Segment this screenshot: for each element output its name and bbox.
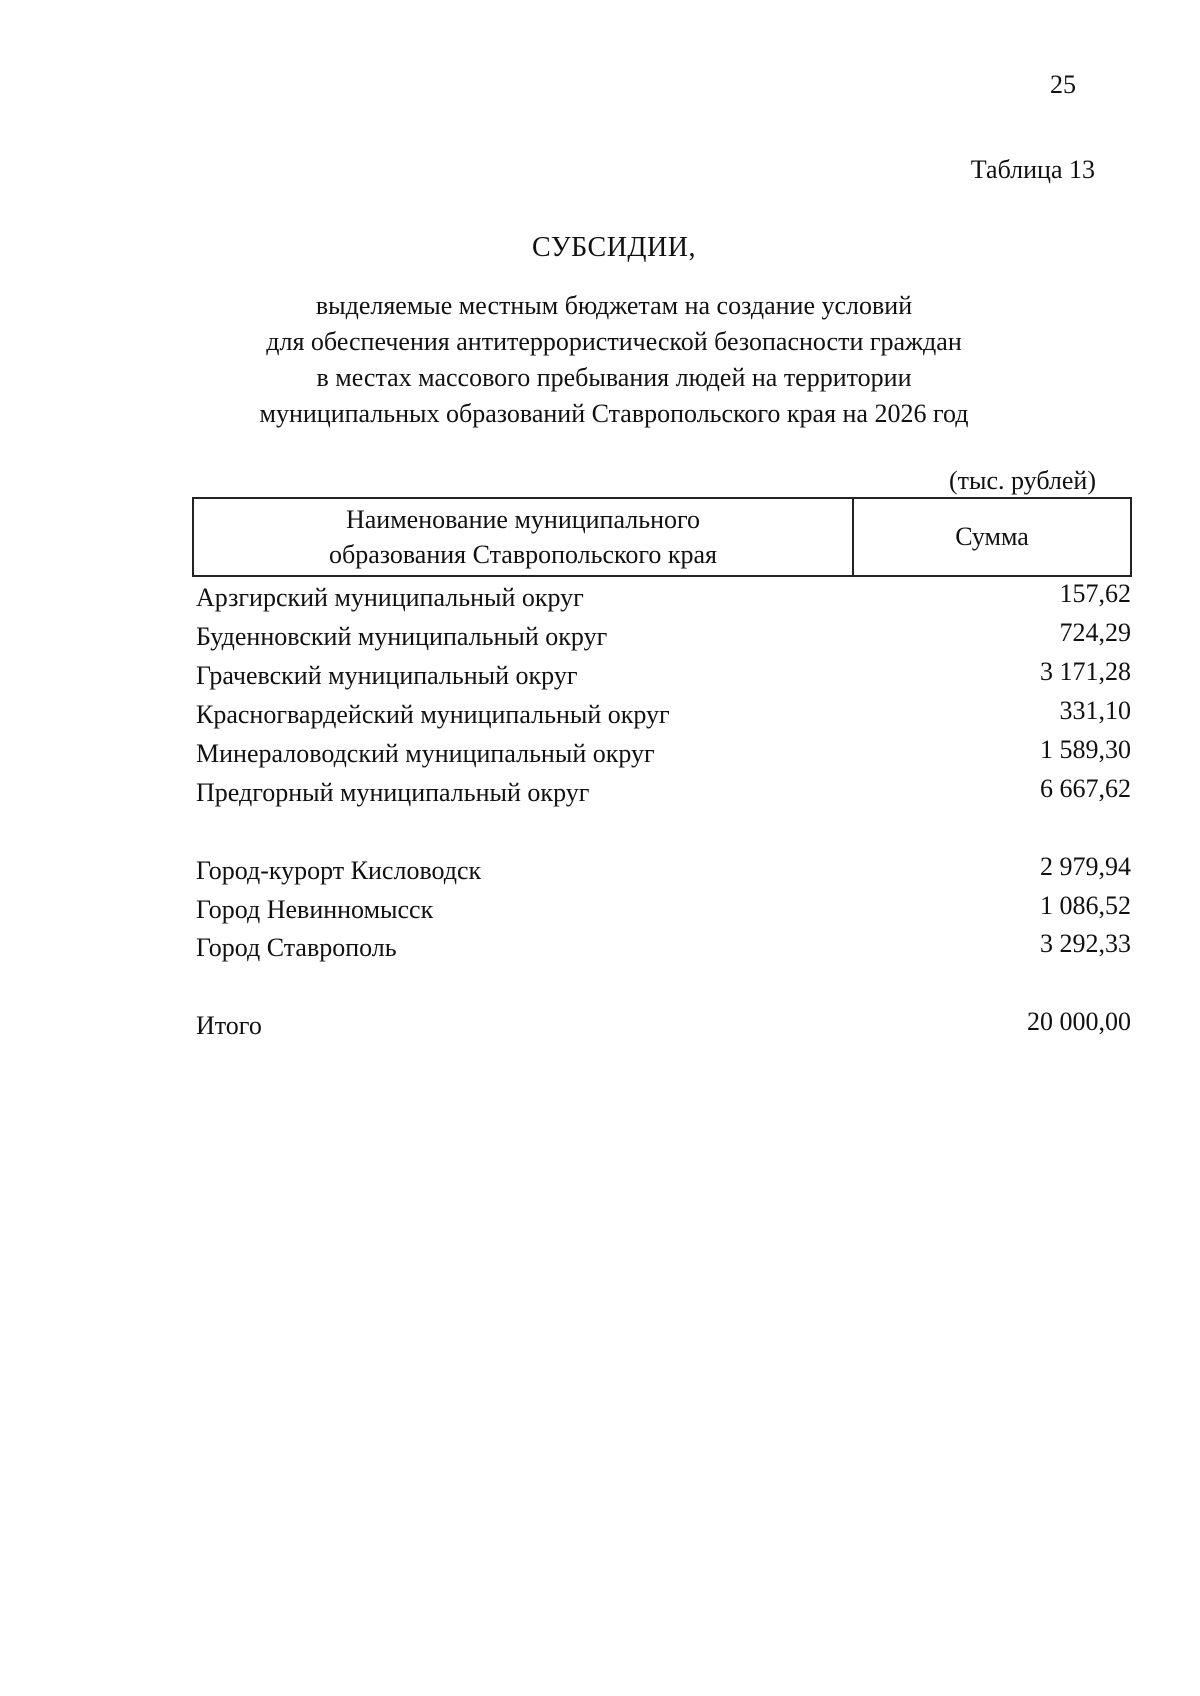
row-name: Предгорный муниципальный округ bbox=[196, 778, 590, 807]
row-name: Минераловодский муниципальный округ bbox=[196, 739, 655, 768]
row-name: Буденновский муниципальный округ bbox=[196, 622, 608, 651]
header-name-line: образования Ставропольского края bbox=[328, 540, 718, 569]
subtitle-line: для обеспечения антитеррористической безопасности граждан bbox=[266, 327, 962, 356]
row-value: 6 667,62 bbox=[1040, 774, 1131, 803]
table-row bbox=[196, 891, 1131, 933]
subtitle-line: муниципальных образований Ставропольского края на 2026 год bbox=[259, 399, 969, 428]
header-name-line: Наименование муниципального bbox=[345, 505, 701, 534]
units-label: (тыс. рублей) bbox=[948, 466, 1096, 495]
row-value: 3 292,33 bbox=[1040, 929, 1131, 958]
row-name: Город Ставрополь bbox=[196, 933, 397, 962]
total-value: 20 000,00 bbox=[1027, 1007, 1131, 1036]
row-value: 2 979,94 bbox=[1040, 852, 1131, 881]
row-value: 157,62 bbox=[1059, 579, 1131, 608]
row-name: Красногвардейский муниципальный округ bbox=[196, 700, 670, 729]
table-row bbox=[196, 618, 1131, 660]
table-row bbox=[196, 657, 1131, 699]
header-name-cell bbox=[194, 499, 854, 575]
table-header bbox=[192, 497, 1132, 577]
row-value: 3 171,28 bbox=[1040, 657, 1131, 686]
document-title: СУБСИДИИ, bbox=[532, 232, 696, 263]
row-name: Город Невинномысск bbox=[196, 895, 434, 924]
subtitle-line: выделяемые местным бюджетам на создание условий bbox=[315, 291, 913, 320]
page-number: 25 bbox=[1050, 70, 1076, 99]
row-name: Город-курорт Кисловодск bbox=[196, 856, 482, 885]
table-row bbox=[196, 929, 1131, 971]
table-row bbox=[196, 774, 1131, 816]
table-row bbox=[196, 852, 1131, 894]
row-value: 1 086,52 bbox=[1040, 891, 1131, 920]
table-label: Таблица 13 bbox=[970, 155, 1095, 184]
table-row bbox=[196, 735, 1131, 777]
table-row bbox=[196, 696, 1131, 738]
row-name: Арзгирский муниципальный округ bbox=[196, 583, 584, 612]
subtitle-line: в местах массового пребывания людей на территории bbox=[316, 363, 912, 392]
row-value: 724,29 bbox=[1059, 618, 1131, 647]
header-sum-cell: Сумма bbox=[955, 522, 1029, 551]
table-row bbox=[196, 579, 1131, 621]
table-row-total bbox=[196, 1007, 1131, 1049]
row-value: 331,10 bbox=[1059, 696, 1131, 725]
document-subtitle bbox=[0, 288, 1200, 432]
total-label: Итого bbox=[196, 1011, 262, 1040]
row-value: 1 589,30 bbox=[1040, 735, 1131, 764]
row-name: Грачевский муниципальный округ bbox=[196, 661, 578, 690]
